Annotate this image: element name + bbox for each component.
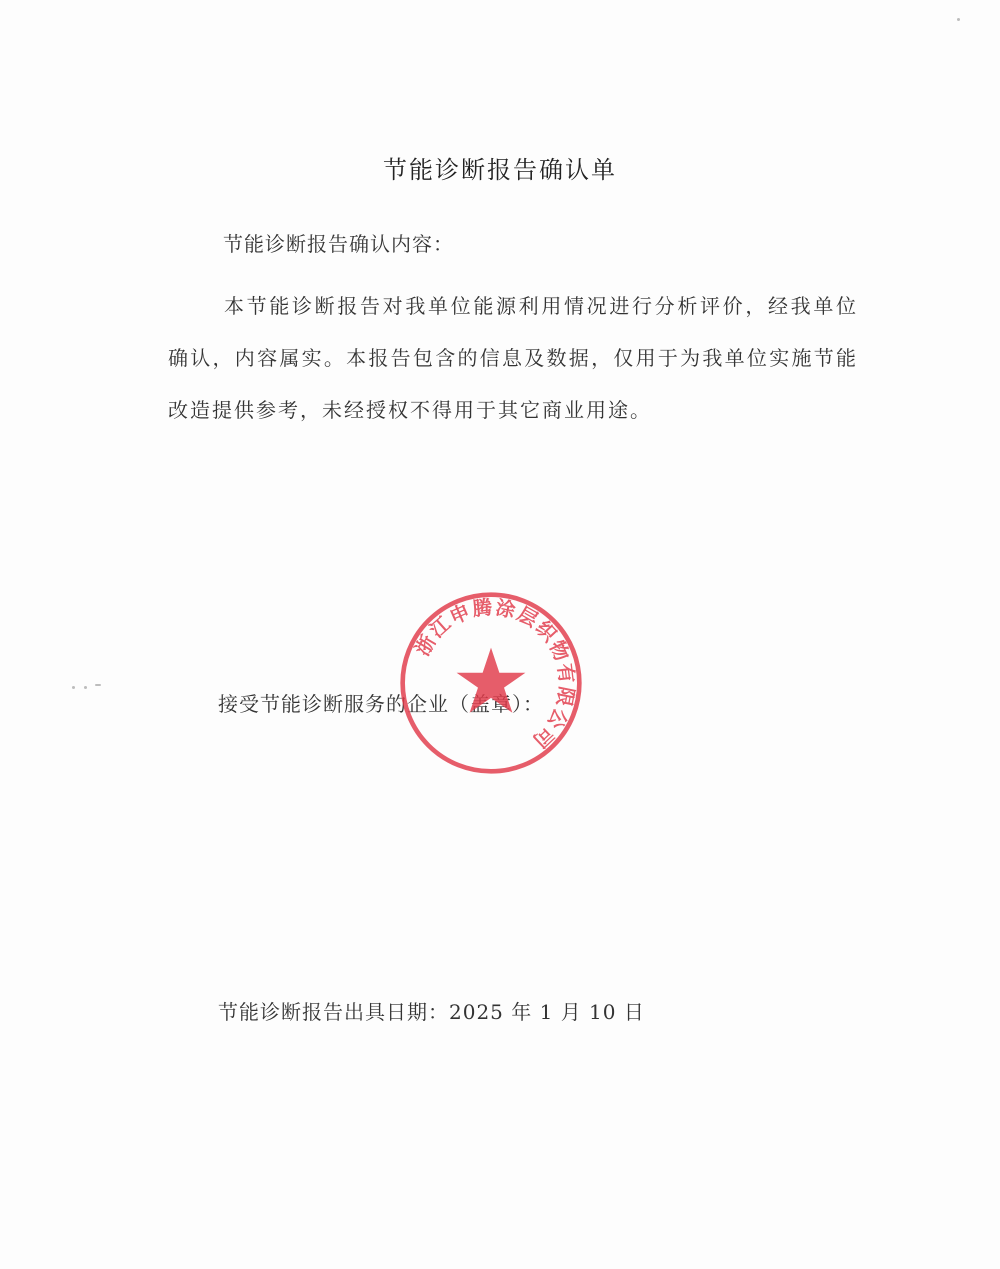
- scan-speck: [72, 686, 75, 689]
- document-title: 节能诊断报告确认单: [383, 156, 617, 184]
- seal-star-icon: [457, 648, 526, 713]
- scan-speck: [84, 686, 87, 689]
- scan-speck: [957, 18, 960, 21]
- issue-date-line: 节能诊断报告出具日期：2025 年 1 月 10 日: [218, 1000, 645, 1024]
- scan-speck: [95, 684, 101, 686]
- company-seal-stamp: [398, 590, 584, 776]
- section-heading: 节能诊断报告确认内容：: [223, 232, 454, 256]
- body-paragraph: 本节能诊断报告对我单位能源利用情况进行分析评价，经我单位确认，内容属实。本报告包含的信息及数据，仅用于为我单位实施节能改造提供参考，未经授权不得用于其它商业用途。: [168, 294, 858, 422]
- seal-text-path: 浙江申腾涂层织物有限公司: [410, 595, 579, 754]
- company-seal-label: 接受节能诊断服务的企业（盖章）：: [218, 692, 544, 716]
